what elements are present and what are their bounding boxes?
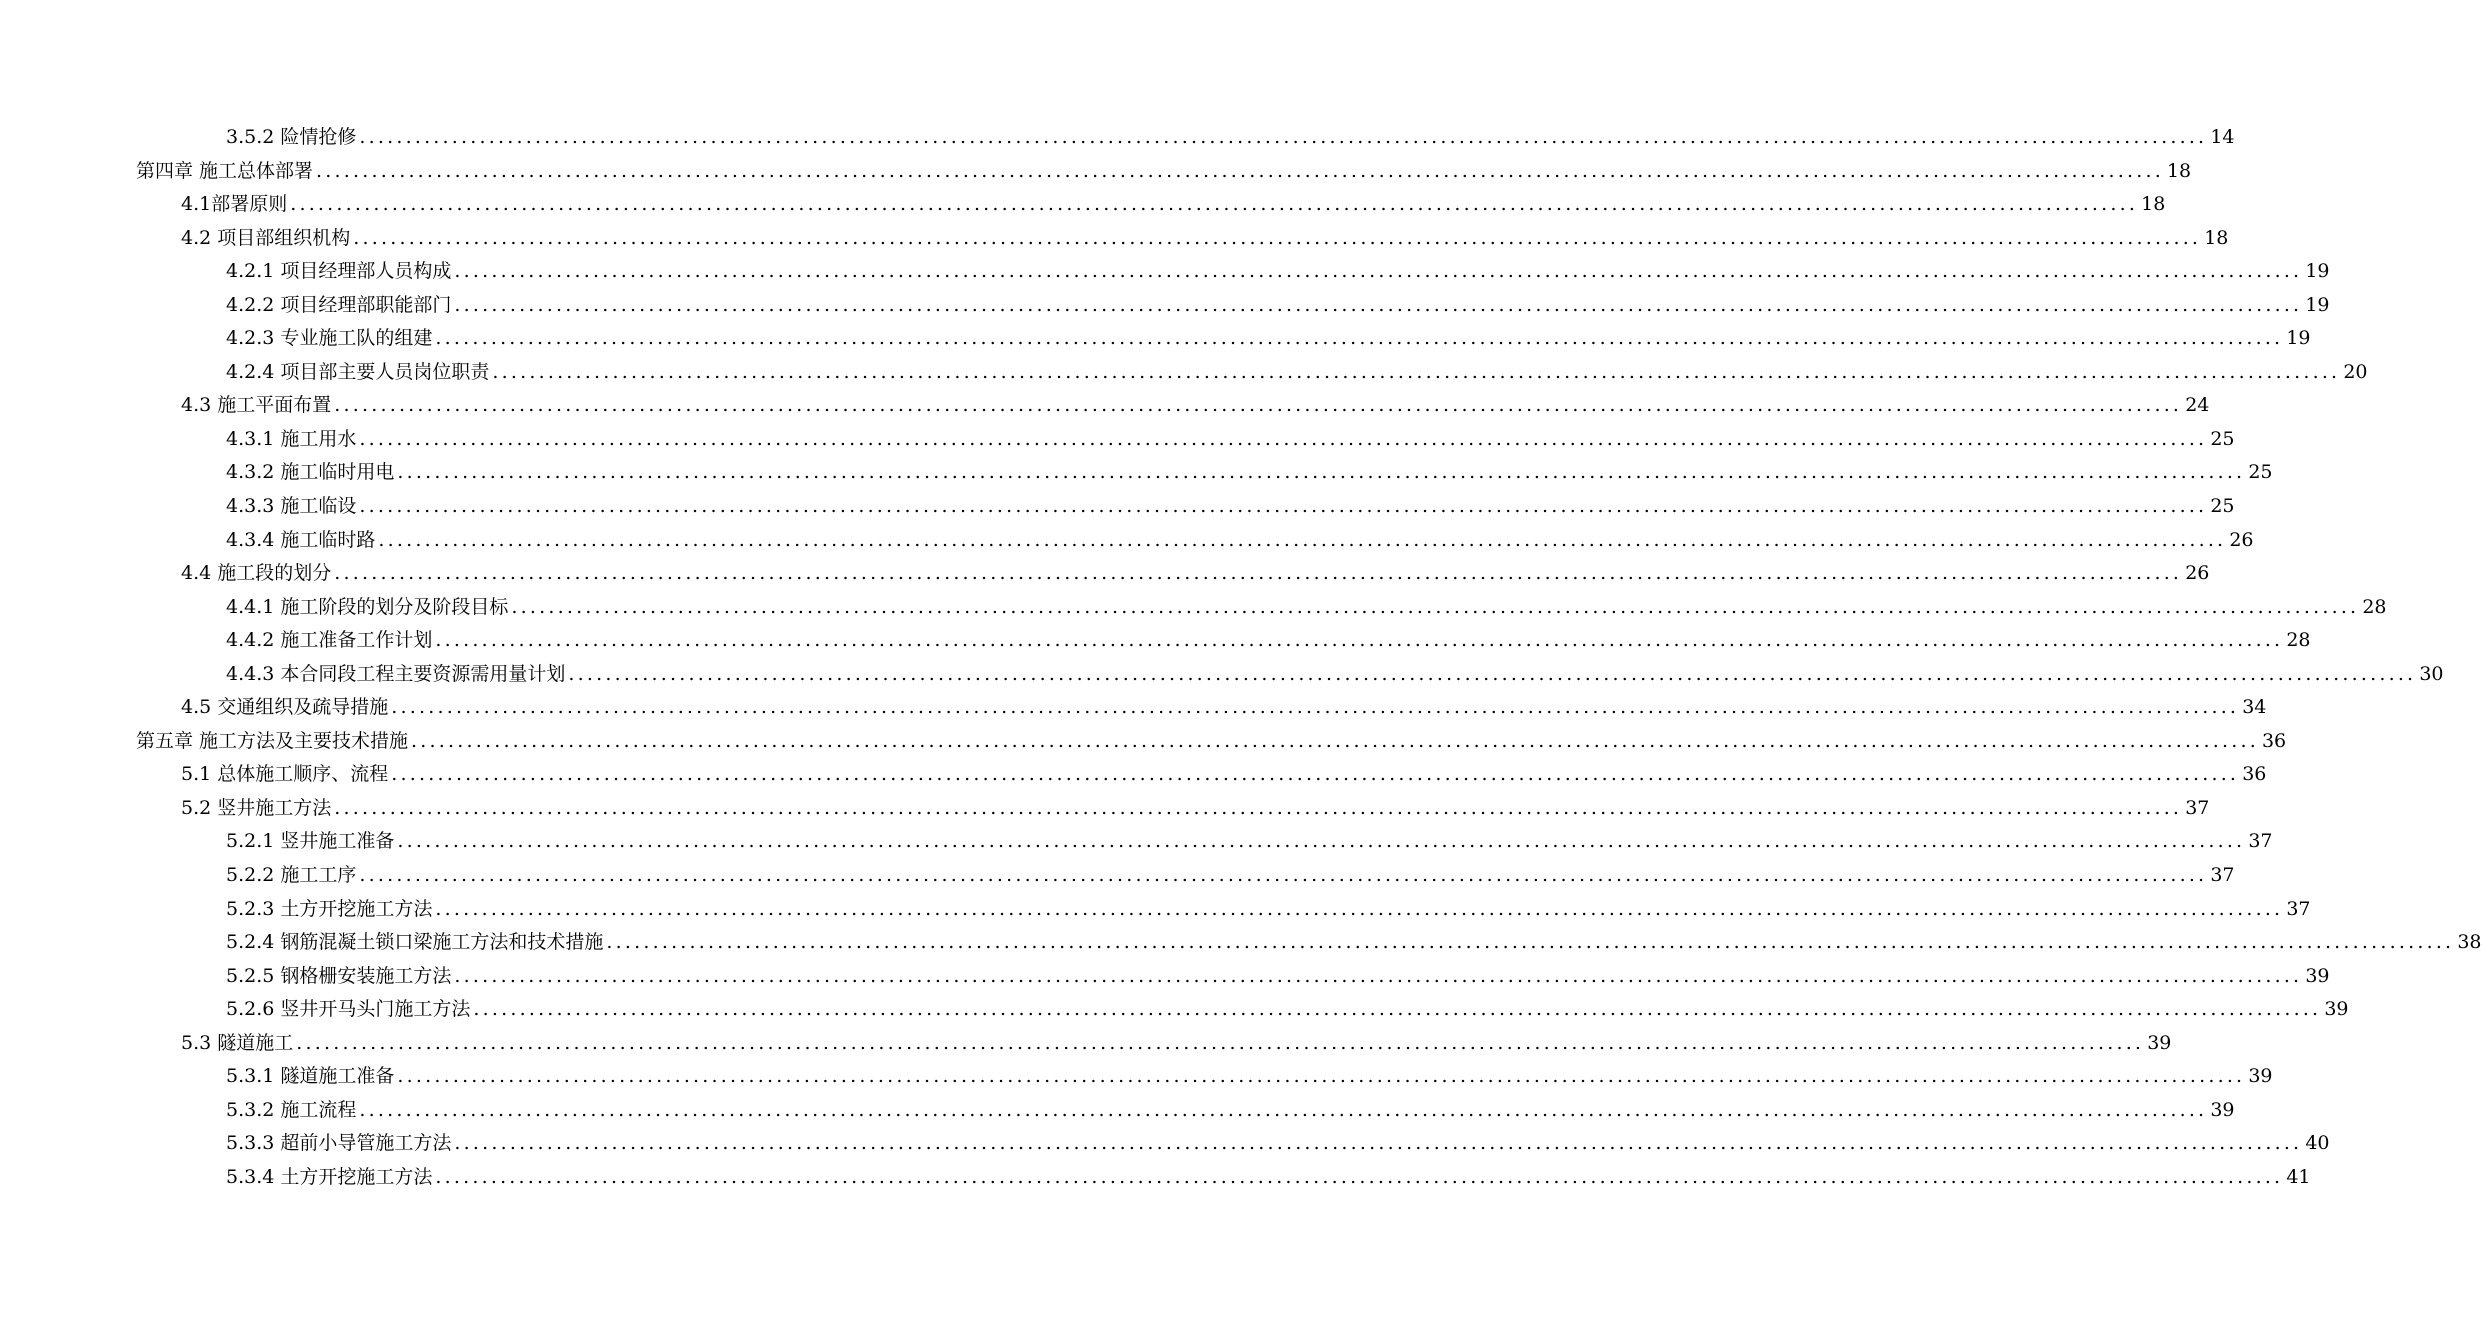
toc-entry-title: 5.2.2 施工工序 [226,864,357,887]
toc-page-number: 18 [2204,226,2229,249]
toc-entry[interactable] [0,356,2368,390]
toc-entry-title: 4.2.1 项目经理部人员构成 [226,260,452,283]
toc-dot-leader: ........................................................................................................................................................................................................ [316,159,2164,182]
toc-entry[interactable] [0,423,2235,457]
toc-entry[interactable] [0,624,2311,658]
toc-page-number: 40 [2305,1132,2330,1155]
toc-entry[interactable] [0,557,2210,591]
toc-page-number: 37 [2185,796,2210,819]
toc-dot-leader: ........................................................................................................................................................................................................ [568,662,2417,685]
toc-entry[interactable] [0,893,2311,927]
toc-dot-leader: ........................................................................................................................................................................................................ [454,260,2303,283]
toc-page-number: 19 [2305,293,2330,316]
toc-dot-leader: ........................................................................................................................................................................................................ [397,461,2246,484]
toc-entry[interactable] [0,322,2311,356]
toc-entry-title: 4.3.1 施工用水 [226,427,357,450]
toc-entry-title: 4.3.3 施工临设 [226,495,357,518]
toc-page-number: 19 [2286,327,2311,350]
toc-entry[interactable] [0,1094,2235,1128]
toc-page-number: 28 [2286,629,2311,652]
toc-entry-title: 4.2.3 专业施工队的组建 [226,327,433,350]
toc-page-number: 36 [2242,763,2267,786]
toc-page-number: 25 [2210,427,2235,450]
toc-dot-leader: ........................................................................................................................................................................................................ [353,226,2202,249]
toc-page-number: 39 [2324,998,2349,1021]
toc-page-number: 26 [2229,528,2254,551]
toc-entry-title: 5.2 竖井施工方法 [181,796,332,819]
toc-dot-leader: ........................................................................................................................................................................................................ [378,528,2227,551]
toc-entry[interactable] [0,792,2210,826]
toc-entry-title: 5.3 隧道施工 [181,1031,294,1054]
toc-entry[interactable] [0,524,2254,558]
toc-entry[interactable] [0,691,2267,725]
toc-entry-title: 4.3.4 施工临时路 [226,528,376,551]
toc-dot-leader: ........................................................................................................................................................................................................ [511,595,2360,618]
toc-page-number: 18 [2166,159,2192,182]
toc-page-number: 25 [2210,495,2235,518]
toc-page-number: 39 [2248,1065,2273,1088]
toc-entry-title: 4.4.2 施工准备工作计划 [226,629,433,652]
toc-entry[interactable] [0,993,2349,1027]
table-of-contents [0,121,2482,1195]
toc-page-number: 37 [2286,897,2311,920]
toc-page-number: 36 [2261,729,2287,752]
toc-entry-title: 4.4 施工段的划分 [181,562,332,585]
toc-page-number: 14 [2210,126,2235,148]
toc-dot-leader: ........................................................................................................................................................................................................ [435,1165,2284,1188]
toc-dot-leader: ........................................................................................................................................................................................................ [391,696,2240,719]
toc-entry-title: 4.1部署原则 [181,193,288,216]
toc-dot-leader: ........................................................................................................................................................................................................ [359,1098,2208,1121]
toc-dot-leader: ........................................................................................................................................................................................................ [454,964,2303,987]
toc-page-number: 37 [2248,830,2273,853]
toc-entry-title: 5.3.1 隧道施工准备 [226,1065,395,1088]
toc-dot-leader: ........................................................................................................................................................................................................ [334,394,2183,417]
toc-dot-leader: ........................................................................................................................................................................................................ [435,327,2284,350]
toc-dot-leader: ........................................................................................................................................................................................................ [473,998,2322,1021]
toc-page-number: 39 [2210,1098,2235,1121]
toc-entry[interactable] [0,960,2330,994]
toc-dot-leader: ........................................................................................................................................................................................................ [397,1065,2246,1088]
toc-entry[interactable] [0,222,2229,256]
toc-page-number: 39 [2147,1031,2172,1054]
toc-page-number: 37 [2210,864,2235,887]
toc-entry-title: 第四章 施工总体部署 [136,159,314,182]
toc-entry-title: 4.5 交通组织及疏导措施 [181,696,389,719]
toc-dot-leader: ........................................................................................................................................................................................................ [334,796,2183,819]
toc-page-number: 28 [2362,595,2387,618]
toc-entry-title: 5.3.3 超前小导管施工方法 [226,1132,452,1155]
toc-dot-leader: ........................................................................................................................................................................................................ [454,293,2303,316]
toc-entry[interactable] [0,859,2235,893]
toc-entry[interactable] [0,825,2273,859]
toc-dot-leader: ........................................................................................................................................................................................................ [359,427,2208,450]
toc-entry[interactable] [0,926,2482,960]
toc-dot-leader: ........................................................................................................................................................................................................ [435,629,2284,652]
toc-dot-leader: ........................................................................................................................................................................................................ [492,360,2341,383]
toc-entry-title: 5.2.6 竖井开马头门施工方法 [226,998,471,1021]
toc-entry-title: 4.2.2 项目经理部职能部门 [226,293,452,316]
toc-entry[interactable] [0,1060,2273,1094]
toc-dot-leader: ........................................................................................................................................................................................................ [359,864,2208,887]
toc-entry[interactable] [0,1027,2172,1061]
toc-entry[interactable] [0,389,2210,423]
toc-entry[interactable] [0,1161,2311,1195]
toc-page-number: 26 [2185,562,2210,585]
toc-page-number: 18 [2141,193,2166,216]
toc-page-number: 39 [2305,964,2330,987]
toc-entry-title: 4.4.1 施工阶段的划分及阶段目标 [226,595,509,618]
toc-dot-leader: ........................................................................................................................................................................................................ [435,897,2284,920]
toc-dot-leader: ........................................................................................................................................................................................................ [397,830,2246,853]
toc-page-number: 24 [2185,394,2210,417]
toc-dot-leader: ........................................................................................................................................................................................................ [411,729,2259,752]
toc-entry-title: 4.3.2 施工临时用电 [226,461,395,484]
toc-entry[interactable] [0,658,2444,692]
toc-page-number: 19 [2305,260,2330,283]
toc-page-number: 34 [2242,696,2267,719]
toc-entry-title: 5.2.3 土方开挖施工方法 [226,897,433,920]
toc-entry[interactable] [0,289,2330,323]
toc-page-number: 30 [2419,662,2444,685]
toc-page-number: 41 [2286,1165,2311,1188]
toc-dot-leader: ........................................................................................................................................................................................................ [296,1031,2145,1054]
toc-dot-leader: ........................................................................................................................................................................................................ [359,495,2208,518]
toc-page-number: 20 [2343,360,2368,383]
toc-entry-title: 第五章 施工方法及主要技术措施 [136,729,409,752]
toc-dot-leader: ........................................................................................................................................................................................................ [359,126,2208,148]
toc-entry-title: 4.4.3 本合同段工程主要资源需用量计划 [226,662,566,685]
toc-entry-title: 5.1 总体施工顺序、流程 [181,763,389,786]
toc-entry[interactable] [0,591,2387,625]
toc-entry[interactable] [0,490,2235,524]
toc-dot-leader: ........................................................................................................................................................................................................ [290,193,2139,216]
toc-entry-title: 5.2.5 钢格栅安装施工方法 [226,964,452,987]
toc-entry[interactable] [0,255,2330,289]
toc-entry-title: 4.2 项目部组织机构 [181,226,351,249]
toc-entry-title: 5.2.4 钢筋混凝土锁口梁施工方法和技术措施 [226,931,604,954]
toc-entry[interactable] [0,725,2287,759]
toc-entry-title: 3.5.2 险情抢修 [226,126,357,148]
toc-dot-leader: ........................................................................................................................................................................................................ [391,763,2240,786]
toc-entry[interactable] [0,155,2192,189]
toc-entry-title: 5.2.1 竖井施工准备 [226,830,395,853]
toc-entry[interactable] [0,188,2166,222]
toc-entry-title: 5.3.4 土方开挖施工方法 [226,1165,433,1188]
toc-entry[interactable] [0,758,2267,792]
toc-dot-leader: ........................................................................................................................................................................................................ [334,562,2183,585]
toc-entry-title: 4.2.4 项目部主要人员岗位职责 [226,360,490,383]
toc-dot-leader: ........................................................................................................................................................................................................ [606,931,2455,954]
toc-entry-title: 5.3.2 施工流程 [226,1098,357,1121]
toc-entry[interactable] [0,121,2235,155]
toc-dot-leader: ........................................................................................................................................................................................................ [454,1132,2303,1155]
toc-entry[interactable] [0,456,2273,490]
toc-page-number: 25 [2248,461,2273,484]
toc-entry[interactable] [0,1127,2330,1161]
toc-entry-title: 4.3 施工平面布置 [181,394,332,417]
toc-page-number: 38 [2457,931,2482,954]
